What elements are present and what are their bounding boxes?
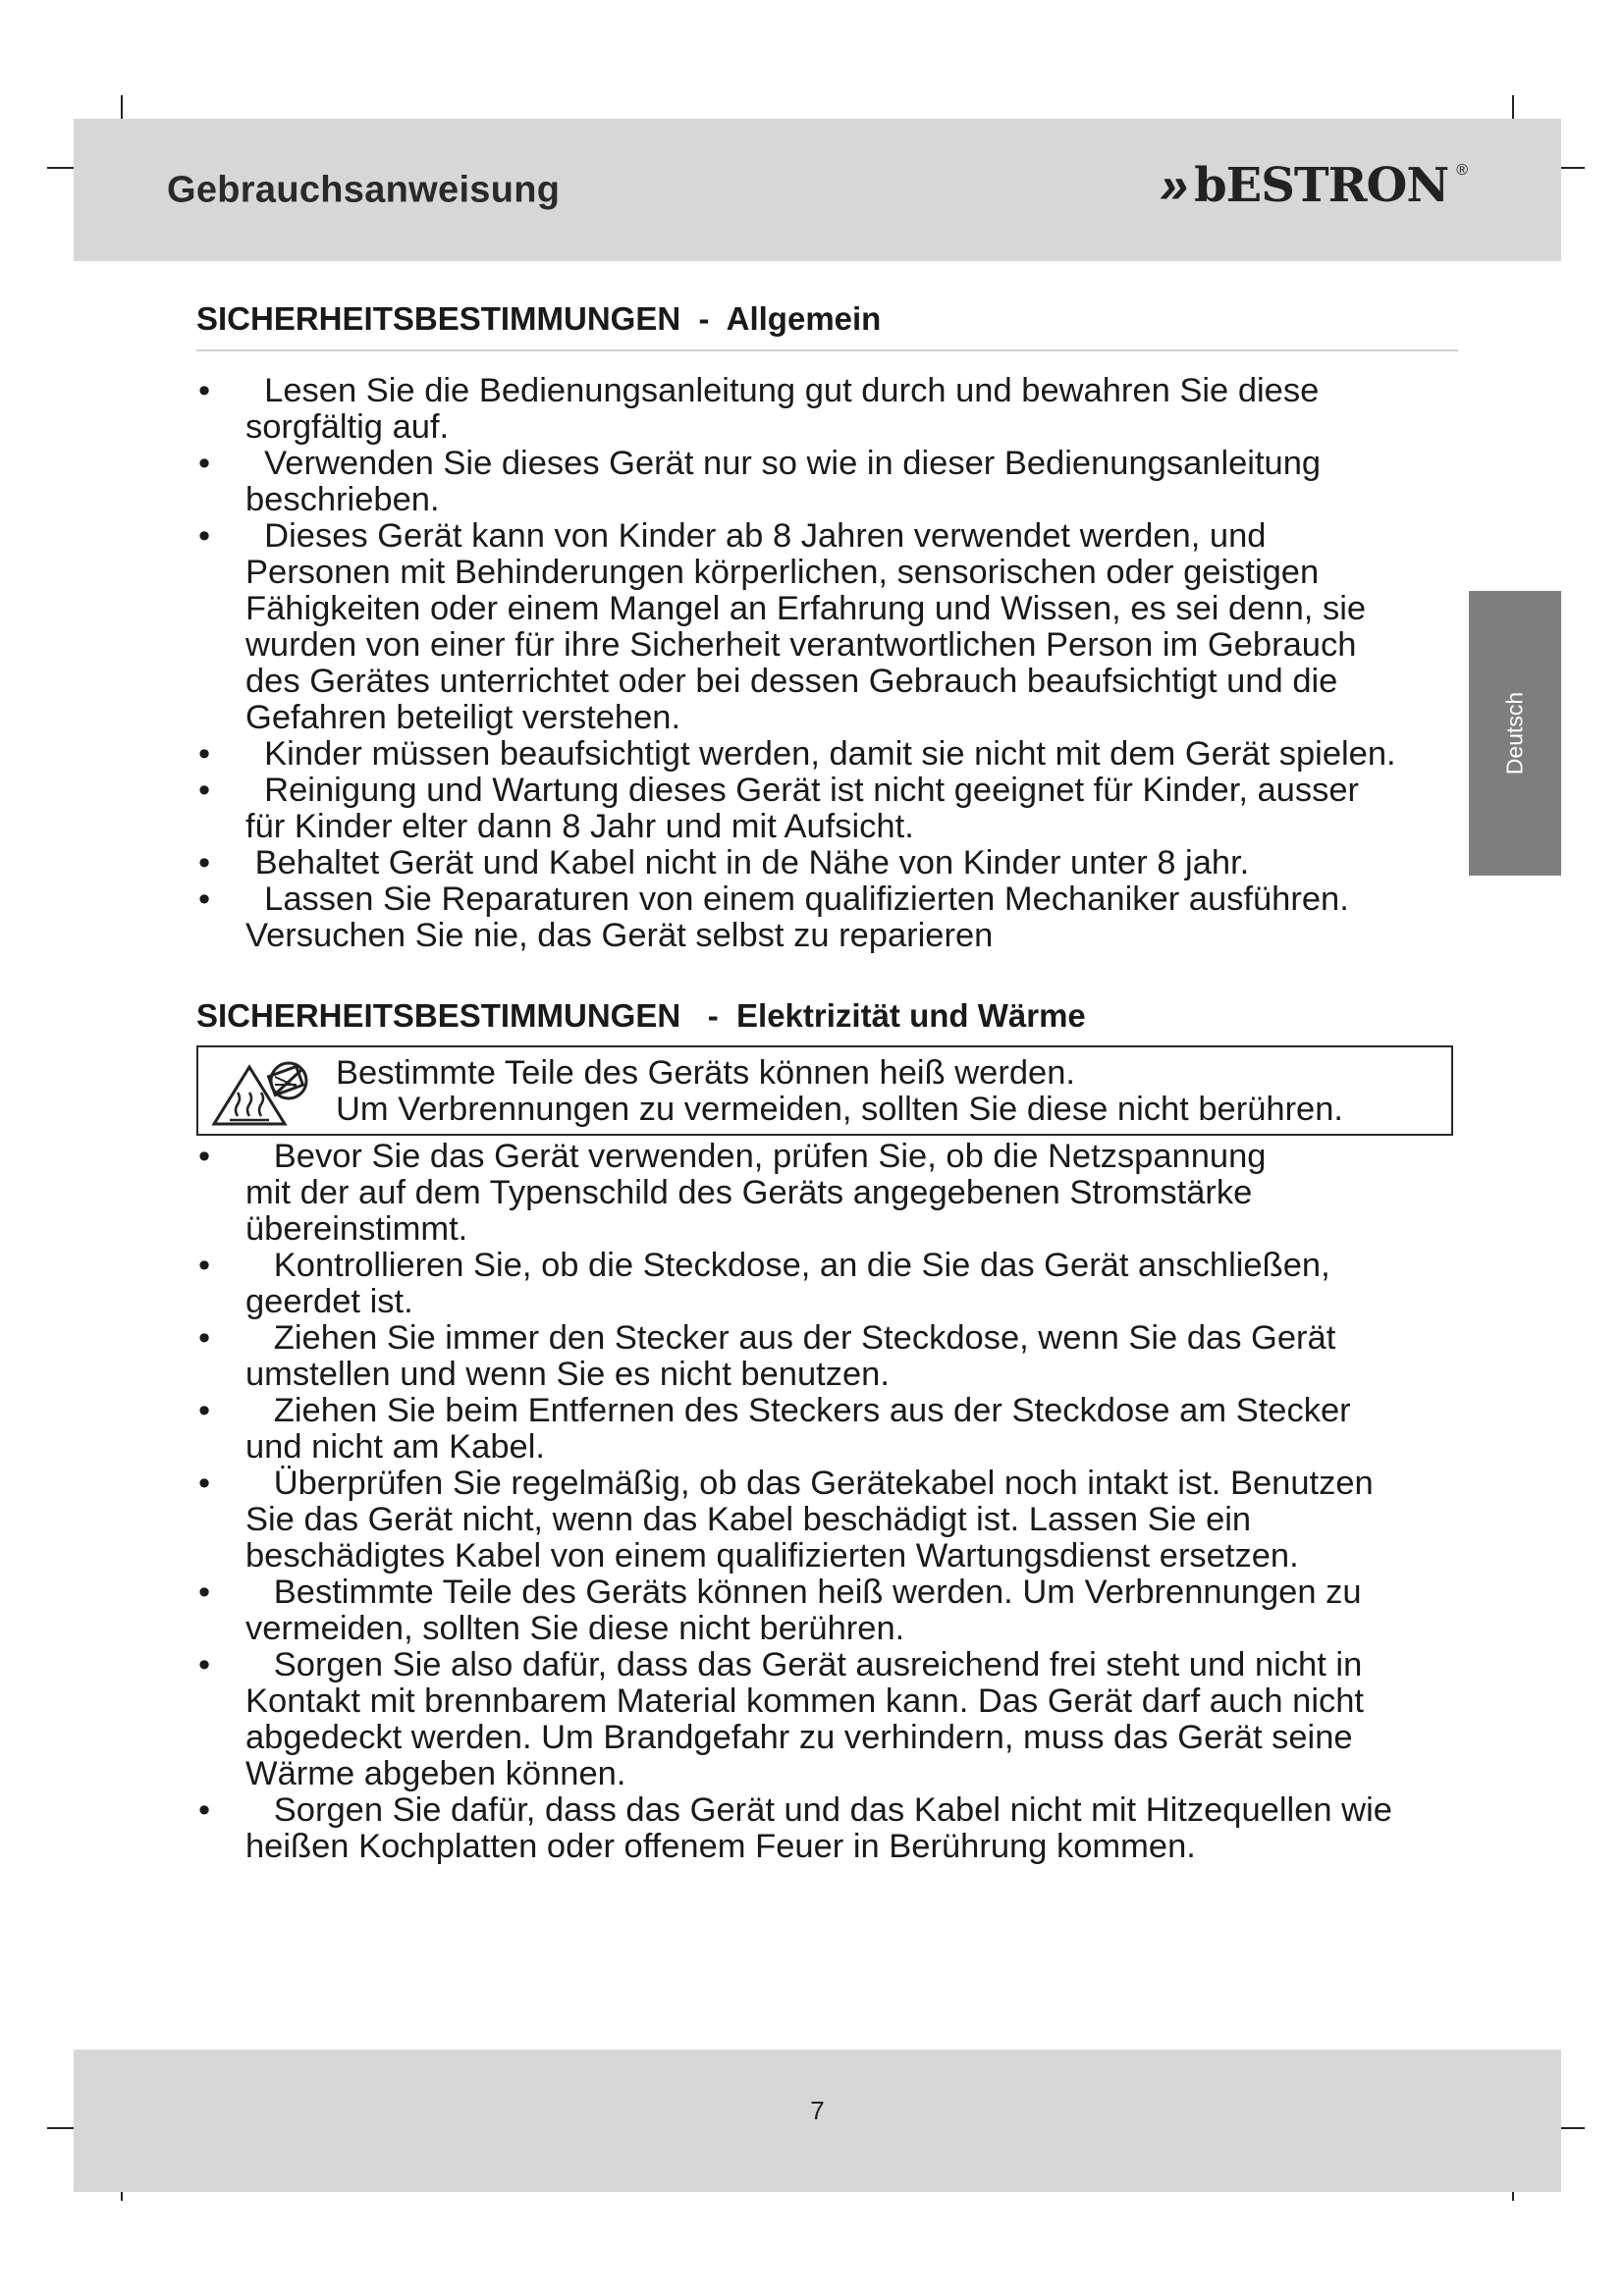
list-item [187, 845, 1502, 881]
list-item-text: Kontrollieren Sie, ob die Steckdose, an die Sie das Gerät anschließen, geerdet ist. [245, 1247, 1330, 1320]
page-number: 7 [810, 2096, 825, 2125]
electric-safety-list [187, 1139, 1502, 1865]
list-item [187, 736, 1502, 773]
list-item [187, 1466, 1502, 1575]
bullet-icon: • [198, 1465, 211, 1502]
bullet-icon: • [198, 1392, 211, 1429]
list-item [187, 1647, 1502, 1792]
warning-line: Um Verbrennungen zu vermeiden, sollten Sie diese nicht berühren. [336, 1091, 1344, 1128]
list-item-text: Bestimmte Teile des Geräts können heiß werden. Um Verbrennungen zu vermeiden, sollten Sie diese nicht berühren. [245, 1574, 1362, 1647]
section-heading-general: SICHERHEITSBESTIMMUNGEN - Allgemein [196, 300, 882, 337]
list-item [187, 1248, 1502, 1320]
bullet-icon: • [198, 1791, 211, 1829]
language-tab [1469, 591, 1561, 876]
bullet-icon: • [198, 517, 211, 555]
brand-name: bESTRON [1194, 158, 1449, 213]
hot-surface-warning [196, 1045, 1453, 1136]
list-item [187, 1320, 1502, 1393]
brand-mark-icon: » [1160, 157, 1179, 214]
bullet-icon: • [198, 772, 211, 809]
general-safety-list [187, 373, 1502, 954]
page-footer [74, 2050, 1561, 2192]
list-item-text: Lassen Sie Reparaturen von einem qualifizierten Mechaniker ausführen. Versuchen Sie nie, das Gerät selbst zu reparieren [245, 881, 1349, 954]
section-divider [196, 349, 1458, 351]
bullet-icon: • [198, 844, 211, 881]
warning-line: Bestimmte Teile des Geräts können heiß werden. [336, 1054, 1075, 1092]
bullet-icon: • [198, 1138, 211, 1175]
list-item-text: Verwenden Sie dieses Gerät nur so wie in dieser Bedienungsanleitung beschrieben. [245, 445, 1322, 518]
list-item-text: Reinigung und Wartung dieses Gerät ist nicht geeignet für Kinder, ausser für Kinder elter dann 8 Jahr und mit Aufsicht. [245, 772, 1360, 845]
list-item-text: Lesen Sie die Bedienungsanleitung gut durch und bewahren Sie diese sorgfältig auf. [245, 372, 1320, 446]
list-item [187, 881, 1502, 954]
list-item-text: Sorgen Sie also dafür, dass das Gerät ausreichend frei steht und nicht in Kontakt mit brennbarem Material kommen kann. Das Gerät darf auch nicht abgedeckt werden. Um Brandgefahr zu verhindern, muss das Gerät seine Wärme abgeben können. [245, 1646, 1365, 1792]
page-header [74, 119, 1561, 261]
list-item-text: Ziehen Sie immer den Stecker aus der Steckdose, wenn Sie das Gerät umstellen und wenn Sie es nicht benutzen. [245, 1319, 1336, 1393]
list-item [187, 373, 1502, 446]
list-item-text: Sorgen Sie dafür, dass das Gerät und das Kabel nicht mit Hitzequellen wie heißen Kochplatten oder offenem Feuer in Berührung kommen. [245, 1791, 1392, 1865]
list-item-text: Dieses Gerät kann von Kinder ab 8 Jahren verwendet werden, und Personen mit Behinderungen körperlichen, sensorischen oder geistigen Fähigkeiten oder einem Mangel an Erfahrung und Wissen, es sei denn, sie wurden von einer für ihre Sicherheit verantwortlichen Person im Gebrauch des Gerätes unterrichtet oder bei dessen Gebrauch beaufsichtigt und die Gefahren beteiligt verstehen. [245, 517, 1367, 736]
brand-logo [1160, 157, 1468, 214]
list-item [187, 446, 1502, 518]
bullet-icon: • [198, 445, 211, 482]
language-tab-label: Deutsch [1501, 691, 1528, 775]
bullet-icon: • [198, 1574, 211, 1611]
list-item-text: Bevor Sie das Gerät verwenden, prüfen Sie, ob die Netzspannung mit der auf dem Typenschild des Geräts angegebenen Stromstärke übereinstimmt. [245, 1138, 1267, 1248]
section-heading-electric: SICHERHEITSBESTIMMUNGEN - Elektrizität und Wärme [196, 997, 1086, 1034]
bullet-icon: • [198, 1646, 211, 1683]
registered-mark: ® [1456, 162, 1468, 179]
page-title: Gebrauchsanweisung [167, 169, 561, 211]
list-item-text: Behaltet Gerät und Kabel nicht in de Nähe von Kinder unter 8 jahr. [245, 844, 1250, 881]
bullet-icon: • [198, 735, 211, 773]
list-item [187, 1139, 1502, 1248]
list-item [187, 518, 1502, 736]
bullet-icon: • [198, 1319, 211, 1357]
bullet-icon: • [198, 1247, 211, 1284]
bullet-icon: • [198, 372, 211, 409]
warning-text [336, 1055, 1343, 1128]
list-item [187, 1393, 1502, 1466]
list-item [187, 1575, 1502, 1647]
hot-surface-warning-icon [210, 1061, 318, 1128]
list-item [187, 1792, 1502, 1865]
list-item-text: Kinder müssen beaufsichtigt werden, damit sie nicht mit dem Gerät spielen. [245, 735, 1396, 773]
list-item-text: Überprüfen Sie regelmäßig, ob das Gerätekabel noch intakt ist. Benutzen Sie das Gerät nicht, wenn das Kabel beschädigt ist. Lassen Sie ein beschädigtes Kabel von einem qualifizierten Wartungsdienst ersetzen. [245, 1465, 1374, 1575]
list-item-text: Ziehen Sie beim Entfernen des Steckers aus der Steckdose am Stecker und nicht am Kabel. [245, 1392, 1351, 1466]
bullet-icon: • [198, 881, 211, 918]
list-item [187, 773, 1502, 845]
